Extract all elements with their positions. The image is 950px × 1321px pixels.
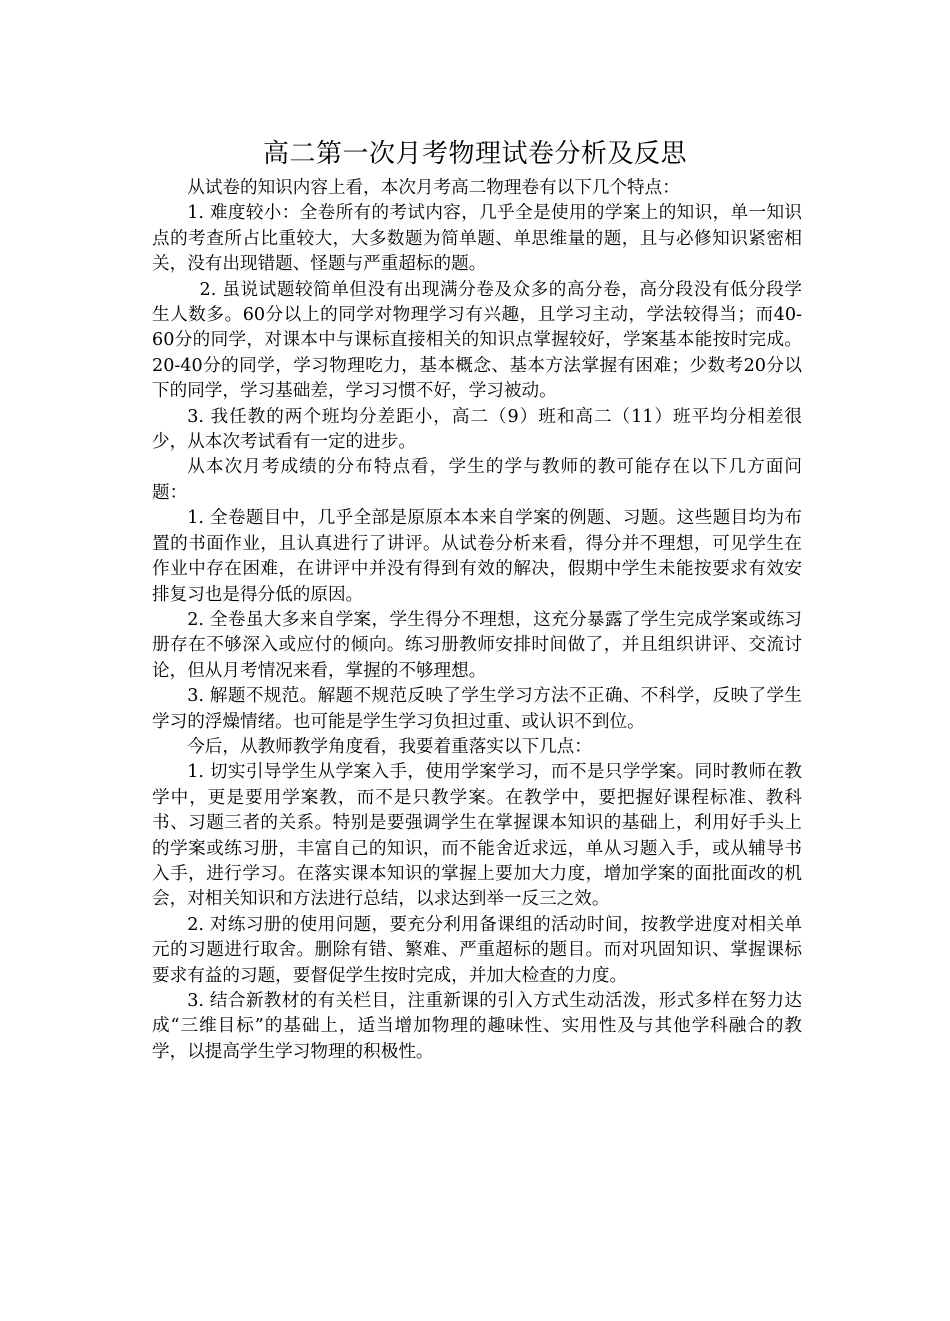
document-body bbox=[152, 176, 802, 1065]
paragraph-feature-3: 3. 我任教的两个班均分差距小，高二（9）班和高二（11）班平均分相差很少，从本次考试看有一定的进步。 bbox=[152, 406, 802, 453]
paragraph-problem-1: 1. 全卷题目中，几乎全部是原原本本来自学案的例题、习题。这些题目均为布置的书面作业，且认真进行了讲评。从试卷分析来看，得分并不理想，可见学生在作业中存在困难，在讲评中并没有得到有效的解决，假期中学生未能按要求有效安排复习也是得分低的原因。 bbox=[152, 508, 802, 605]
paragraph-feature-1: 1. 难度较小：全卷所有的考试内容，几乎全是使用的学案上的知识，单一知识点的考查所占比重较大，大多数题为简单题、单思维量的题，且与必修知识紧密相关，没有出现错题、怪题与严重超标的题。 bbox=[152, 203, 802, 275]
paragraph-plan-1: 1. 切实引导学生从学案入手，使用学案学习，而不是只学学案。同时教师在教学中，更是要用学案教，而不是只教学案。在教学中，要把握好课程标准、教科书、习题三者的关系。特别是要强调学生在掌握课本知识的基础上，利用好手头上的学案或练习册，丰富自己的知识，而不能舍近求远，单从习题入手，或从辅导书入手，进行学习。在落实课本知识的掌握上要加大力度，增加学案的面批面改的机会，对相关知识和方法进行总结，以求达到举一反三之效。 bbox=[152, 762, 802, 910]
paragraph-feature-2: 2. 虽说试题较简单但没有出现满分卷及众多的高分卷，高分段没有低分段学生人数多。60分以上的同学对物理学习有兴趣，且学习主动，学法较得当；而40-60分的同学，对课本中与课标直接相关的知识点掌握较好，学案基本能按时完成。20-40分的同学，学习物理吃力，基本概念、基本方法掌握有困难；少数考20分以下的同学，学习基础差，学习习惯不好，学习被动。 bbox=[152, 279, 802, 402]
page-title: 高二第一次月考物理试卷分析及反思 bbox=[262, 139, 687, 169]
paragraph-plan-2: 2. 对练习册的使用问题，要充分利用备课组的活动时间，按教学进度对相关单元的习题进行取舍。删除有错、繁难、严重超标的题目。而对巩固知识、掌握课标要求有益的习题，要督促学生按时完成，并加大检查的力度。 bbox=[152, 914, 802, 986]
paragraph-problem-3: 3. 解题不规范。解题不规范反映了学生学习方法不正确、不科学，反映了学生学习的浮燥情绪。也可能是学生学习负担过重、或认识不到位。 bbox=[152, 686, 802, 732]
paragraph-intro-plans: 今后，从教师教学角度看，我要着重落实以下几点： bbox=[187, 736, 592, 757]
paragraph-intro-features: 从试卷的知识内容上看，本次月考高二物理卷有以下几个特点： bbox=[187, 178, 680, 198]
paragraph-plan-3: 3. 结合新教材的有关栏目，注重新课的引入方式生动活泼，形式多样在努力达成“三维目标”的基础上，适当增加物理的趣味性、实用性及与其他学科融合的教学，以提高学生学习物理的积极性。 bbox=[152, 991, 802, 1062]
paragraph-intro-problems: 从本次月考成绩的分布特点看，学生的学与教师的教可能存在以下几方面问题： bbox=[152, 457, 802, 503]
paragraph-problem-2: 2. 全卷虽大多来自学案，学生得分不理想，这充分暴露了学生完成学案或练习册存在不够深入或应付的倾向。练习册教师安排时间做了，并且组织讲评、交流讨论，但从月考情况来看，掌握的不够理想。 bbox=[152, 609, 802, 681]
